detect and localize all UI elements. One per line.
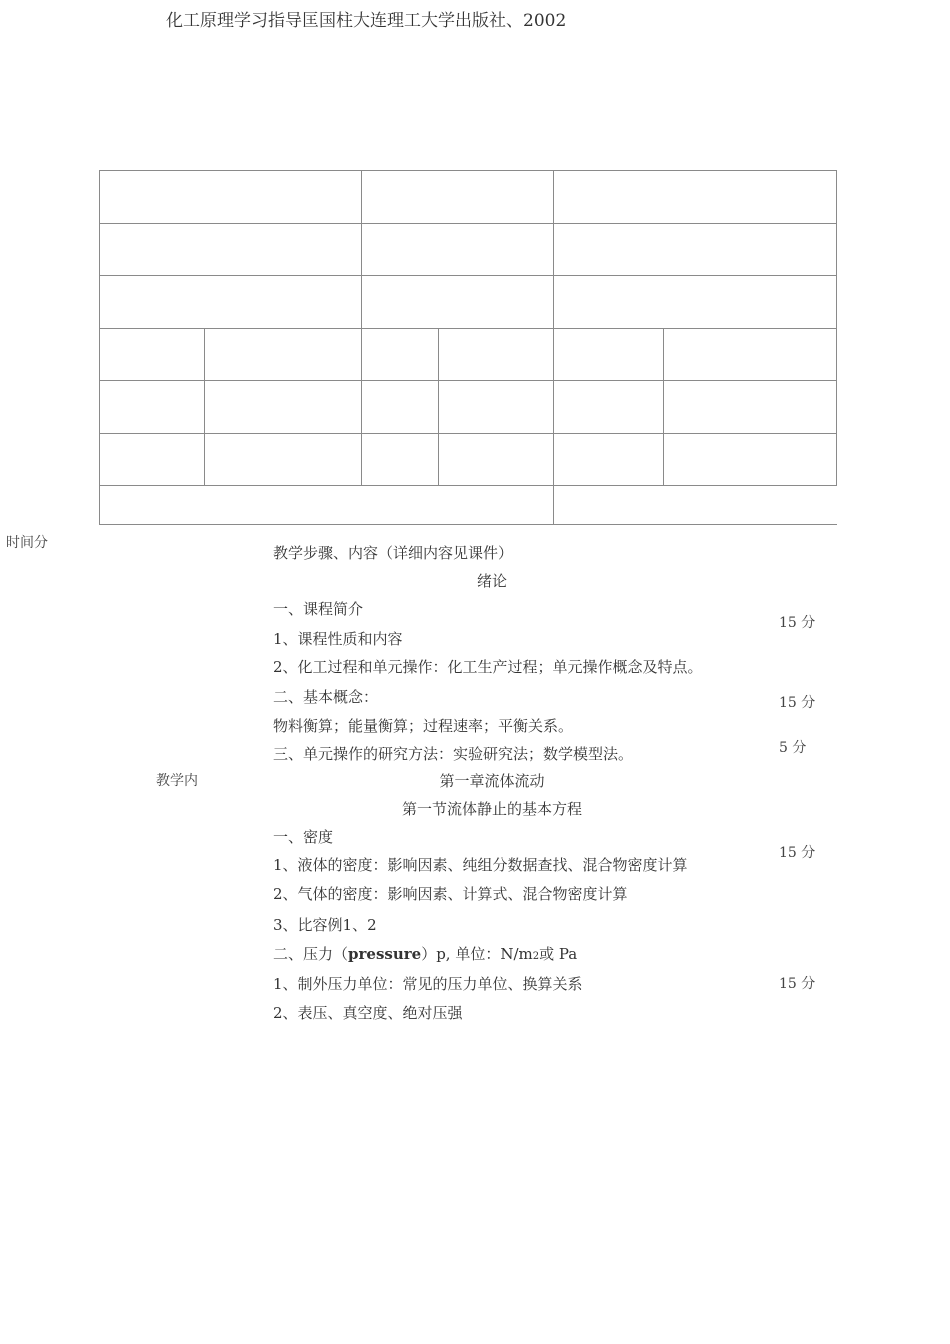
table-cell [439,381,554,434]
teaching-column-label: 教学内 [156,773,198,789]
table-row [100,276,837,329]
reference-line: 化工原理学习指导匡国柱大连理工大学出版社、2002 [166,11,567,31]
table-row [100,486,837,525]
table-cell [362,276,554,329]
table-cell [100,276,362,329]
table-cell [100,224,362,276]
table-cell [554,486,837,525]
table-cell [664,434,837,486]
time-label: 15 分 [779,695,816,711]
table-cell [362,329,439,381]
table-cell [205,381,362,434]
table-cell [100,171,362,224]
table-cell [439,434,554,486]
time-label: 15 分 [779,615,816,631]
item-unit-operations: 2、化工过程和单元操作：化工生产过程；单元操作概念及特点。 [273,658,703,676]
table-row [100,224,837,276]
table-cell [554,381,664,434]
time-label: 15 分 [779,976,816,992]
table-cell [554,224,837,276]
time-label: 5 分 [779,740,807,756]
section-course-intro: 一、课程简介 [273,600,364,618]
table-cell [664,381,837,434]
table-row [100,329,837,381]
item-specific-volume: 3、比容例1、2 [273,916,377,934]
chapter-title: 第一章流体流动 [439,772,545,790]
table-cell [554,434,664,486]
table-cell [664,329,837,381]
table-cell [362,434,439,486]
item-gas-density: 2、气体的密度：影响因素、计算式、混合物密度计算 [273,885,628,903]
intro-title: 绪论 [476,572,507,590]
table-cell [100,329,205,381]
section-pressure: 二、压力（pressure）p, 单位：N/m2或 Pa [273,945,578,963]
table-cell [100,434,205,486]
table-row [100,171,837,224]
table-row [100,434,837,486]
table-row [100,381,837,434]
section-density: 一、密度 [273,828,334,846]
item-course-nature: 1、课程性质和内容 [273,630,403,648]
table-cell [554,171,837,224]
time-label: 15 分 [779,845,816,861]
table-cell [205,329,362,381]
table-cell [362,381,439,434]
time-column-label: 时间分 [6,535,48,551]
item-balances: 物料衡算；能量衡算；过程速率；平衡关系。 [273,717,574,735]
section-basic-concepts: 二、基本概念： [273,688,379,706]
content-header: 教学步骤、内容（详细内容见课件） [273,544,514,562]
table-cell [100,381,205,434]
section-title: 第一节流体静止的基本方程 [401,800,582,818]
item-gauge-pressure: 2、表压、真空度、绝对压强 [273,1004,463,1022]
table-cell [362,224,554,276]
table-cell [205,434,362,486]
item-pressure-units: 1、制外压力单位：常见的压力单位、换算关系 [273,975,583,993]
table-cell [554,276,837,329]
table-cell [439,329,554,381]
table-cell [554,329,664,381]
section-research-methods: 三、单元操作的研究方法：实验研究法；数学模型法。 [273,745,634,763]
table-cell [362,171,554,224]
table-cell [100,486,554,525]
course-info-table [99,170,837,525]
item-liquid-density: 1、液体的密度：影响因素、纯组分数据查找、混合物密度计算 [273,856,688,874]
